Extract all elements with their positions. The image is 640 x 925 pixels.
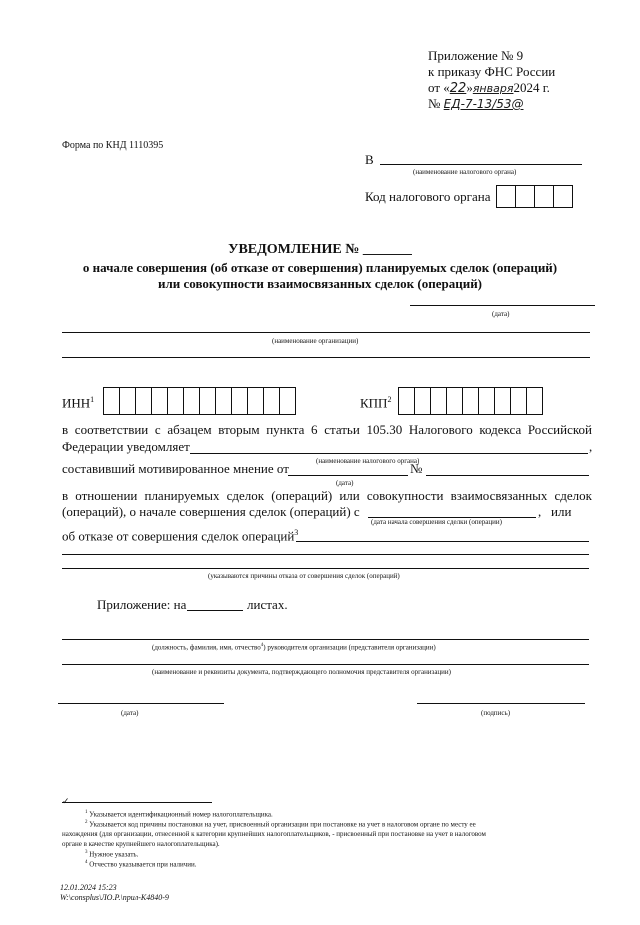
para4-text: об отказе от совершения сделок операций$^3$ xyxy=(62,528,299,544)
appendix-line1: Приложение № 9 xyxy=(428,48,524,63)
org-name-line-2 xyxy=(62,357,590,358)
print-stamp-path: W:\consplus\ЛО.Р.\прил-К4840-9 xyxy=(60,893,169,902)
inn-label: ИНН$^1$ xyxy=(62,395,95,411)
para3-comma: , xyxy=(538,504,542,519)
attachment-suffix: листах. xyxy=(247,597,288,612)
para1-word: Налогового xyxy=(408,422,473,437)
doc-caption: (наименование и реквизиты документа, подтверждающего полномочия представителя организации) xyxy=(152,668,451,676)
signature-line xyxy=(417,703,585,704)
date-caption: (дата) xyxy=(492,310,510,318)
para2-text: составивший мотивированное мнение от xyxy=(62,461,289,476)
notice-title: УВЕДОМЛЕНИЕ № _______ xyxy=(228,242,412,257)
opinion-date-caption: (дата) xyxy=(336,479,354,487)
para3-word: сделок xyxy=(226,488,265,503)
footnote-separator xyxy=(62,802,212,803)
para1-word: вторым xyxy=(218,422,260,437)
appendix-number: № ЕД-7-13/53@ xyxy=(428,96,524,111)
tax-code-boxes[interactable] xyxy=(496,185,573,208)
tax-org-caption: (наименование налогового органа) xyxy=(316,457,420,465)
sign-date-line xyxy=(58,703,224,704)
signature-caption: (подпись) xyxy=(481,709,511,717)
para1-word: Российской xyxy=(527,422,592,437)
appendix-month: января xyxy=(472,82,514,95)
appendix-day: 22 xyxy=(449,81,467,96)
footnote-2-line2: нахождения (для организации, отнесенной к категории крупнейших налогоплательщиков, - присвоенный при постановке на учет в налоговом xyxy=(62,830,486,838)
sign-date-caption: (дата) xyxy=(121,709,139,717)
attachment-prefix: Приложение: на xyxy=(97,597,187,612)
para1-line2: Федерации уведомляет xyxy=(62,439,190,454)
para3-word: планируемых xyxy=(144,488,220,503)
recipient-prefix: В xyxy=(365,152,374,167)
tax-org-line xyxy=(190,453,588,454)
footnote-1: $^1$ Указывается идентификационный номер налогоплательщика. xyxy=(85,810,273,819)
para1-word: соответствии xyxy=(74,422,149,437)
recipient-caption: (наименование налогового органа) xyxy=(413,168,517,176)
para1-line1 xyxy=(62,422,592,438)
kpp-label: КПП$^2$ xyxy=(360,395,392,411)
recipient-line xyxy=(380,164,582,165)
checkmark-icon: ✓ xyxy=(62,796,70,806)
footnote-4: $^4$ Отчество указывается при наличии. xyxy=(85,860,197,869)
deal-start-caption: (дата начала совершения сделки (операции) xyxy=(371,518,502,526)
para1-word: статьи xyxy=(324,422,360,437)
notice-subtitle-2: или совокупности взаимосвязанных сделок (операций) xyxy=(157,276,483,291)
attachment-sheets-line xyxy=(187,610,243,611)
refusal-caption: (указываются причины отказа от совершения сделок (операций) xyxy=(208,572,400,580)
kpp-boxes[interactable] xyxy=(398,387,543,415)
para3-word: или xyxy=(339,488,360,503)
para3-word: (операций) xyxy=(271,488,333,503)
appendix-line2: к приказу ФНС России xyxy=(428,64,556,79)
opinion-date-line xyxy=(288,475,408,476)
refusal-line-3 xyxy=(62,568,589,569)
opinion-number-line xyxy=(426,475,589,476)
date-line xyxy=(410,305,595,306)
para3-or: или xyxy=(551,504,572,519)
footnote-3: $^3$ Нужное указать. xyxy=(85,850,139,859)
inn-boxes[interactable] xyxy=(103,387,296,415)
para1-word: кодекса xyxy=(479,422,522,437)
appendix-date: от «22»января2024 г. xyxy=(428,80,550,96)
para1-word: пункта xyxy=(266,422,305,437)
para3-line2: (операций), о начале совершения сделок (операций) с xyxy=(62,504,360,519)
para3-word: взаимосвязанных xyxy=(450,488,548,503)
para3-word: совокупности xyxy=(366,488,444,503)
footnote-2-line3: органе в качестве крупнейшего налогоплательщика). xyxy=(62,840,220,848)
form-code: Форма по КНД 1110395 xyxy=(62,140,164,151)
org-name-caption: (наименование организации) xyxy=(272,337,359,345)
para1-word: абзацем xyxy=(167,422,212,437)
tax-code-label: Код налогового органа xyxy=(365,189,491,204)
para1-word: с xyxy=(154,422,161,437)
notice-subtitle-1: о начале совершения (об отказе от совершения) планируемых сделок (операций) xyxy=(82,260,558,275)
doc-line xyxy=(62,664,589,665)
para3-line1 xyxy=(62,488,592,504)
refusal-line-1 xyxy=(296,541,589,542)
para3-word: сделок xyxy=(554,488,592,503)
head-caption: (должность, фамилия, имя, отчество$^4$) руководителя организации (представителя организации) xyxy=(152,643,436,652)
para1-word: 6 xyxy=(311,422,318,437)
para1-comma: , xyxy=(589,439,593,454)
org-name-line xyxy=(62,332,590,333)
appendix-number-value: ЕД-7-13/53@ xyxy=(443,97,524,111)
para2-num: № xyxy=(410,461,423,476)
para1-word: 105.30 xyxy=(366,422,403,437)
para3-word: отношении xyxy=(75,488,138,503)
print-stamp-time: 12.01.2024 15:23 xyxy=(60,883,117,892)
para3-word: в xyxy=(62,488,69,503)
footnote-2-line1: $^2$ Указывается код причины постановки на учет, присвоенный организации при постановке на учет в налоговом органе по месту ее xyxy=(85,820,476,829)
refusal-line-2 xyxy=(62,554,589,555)
head-line xyxy=(62,639,589,640)
para1-word: в xyxy=(62,422,69,437)
